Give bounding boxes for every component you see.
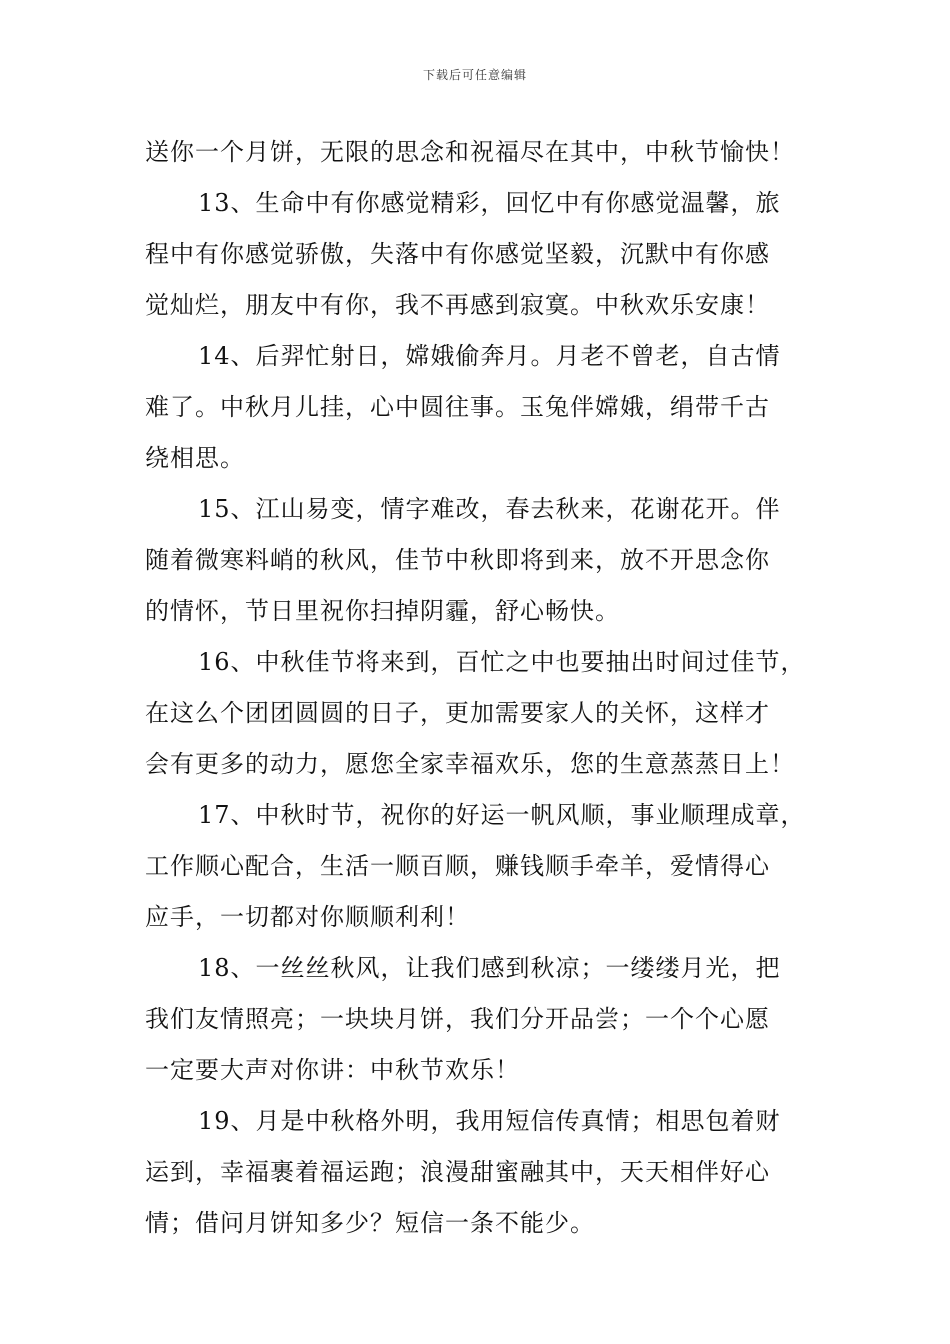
text-line: 应手，一切都对你顺顺利利！: [145, 903, 470, 931]
text-line: 15、江山易变，情字难改，春去秋来，花谢花开。伴: [198, 495, 781, 523]
text-line: 19、月是中秋格外明，我用短信传真情；相思包着财: [198, 1107, 781, 1135]
text-line: 程中有你感觉骄傲，失落中有你感觉坚毅，沉默中有你感: [145, 240, 770, 268]
document-body: [145, 127, 810, 1249]
text-line: 我们友情照亮；一块块月饼，我们分开品尝；一个个心愿: [145, 1005, 770, 1033]
text-line: 在这么个团团圆圆的日子，更加需要家人的关怀，这样才: [145, 699, 770, 727]
paragraph-14: [145, 331, 810, 484]
text-line: 13、生命中有你感觉精彩，回忆中有你感觉温馨，旅: [198, 189, 781, 217]
text-line: 18、一丝丝秋风，让我们感到秋凉；一缕缕月光，把: [198, 954, 781, 982]
paragraph-13: [145, 178, 810, 331]
text-line: 一定要大声对你讲：中秋节欢乐！: [145, 1056, 520, 1084]
text-line: 17、中秋时节，祝你的好运一帆风顺，事业顺理成章，: [198, 801, 806, 829]
text-line: 难了。中秋月儿挂，心中圆往事。玉兔伴嫦娥，绢带千古: [145, 393, 770, 421]
paragraph-18: [145, 943, 810, 1096]
text-line: 14、后羿忙射日，嫦娥偷奔月。月老不曾老，自古情: [198, 342, 781, 370]
text-line: 工作顺心配合，生活一顺百顺，赚钱顺手牵羊，爱情得心: [145, 852, 770, 880]
text-line: 的情怀，节日里祝你扫掉阴霾，舒心畅快。: [145, 597, 620, 625]
text-line: 送你一个月饼，无限的思念和祝福尽在其中，中秋节愉快！: [145, 138, 795, 166]
text-line: 16、中秋佳节将来到，百忙之中也要抽出时间过佳节，: [198, 648, 806, 676]
paragraph-19: [145, 1096, 810, 1249]
paragraph-16: [145, 637, 810, 790]
text-line: 绕相思。: [145, 444, 245, 472]
text-line: 觉灿烂，朋友中有你，我不再感到寂寞。中秋欢乐安康！: [145, 291, 770, 319]
text-line: 运到，幸福裹着福运跑；浪漫甜蜜融其中，天天相伴好心: [145, 1158, 770, 1186]
text-line: 情；借问月饼知多少？短信一条不能少。: [145, 1209, 595, 1237]
page-header-note: 下载后可任意编辑: [422, 68, 527, 82]
paragraph-15: [145, 484, 810, 637]
text-line: 随着微寒料峭的秋风，佳节中秋即将到来，放不开思念你: [145, 546, 770, 574]
text-line: 会有更多的动力，愿您全家幸福欢乐，您的生意蒸蒸日上！: [145, 750, 795, 778]
paragraph-continuation: [145, 127, 810, 178]
paragraph-17: [145, 790, 810, 943]
